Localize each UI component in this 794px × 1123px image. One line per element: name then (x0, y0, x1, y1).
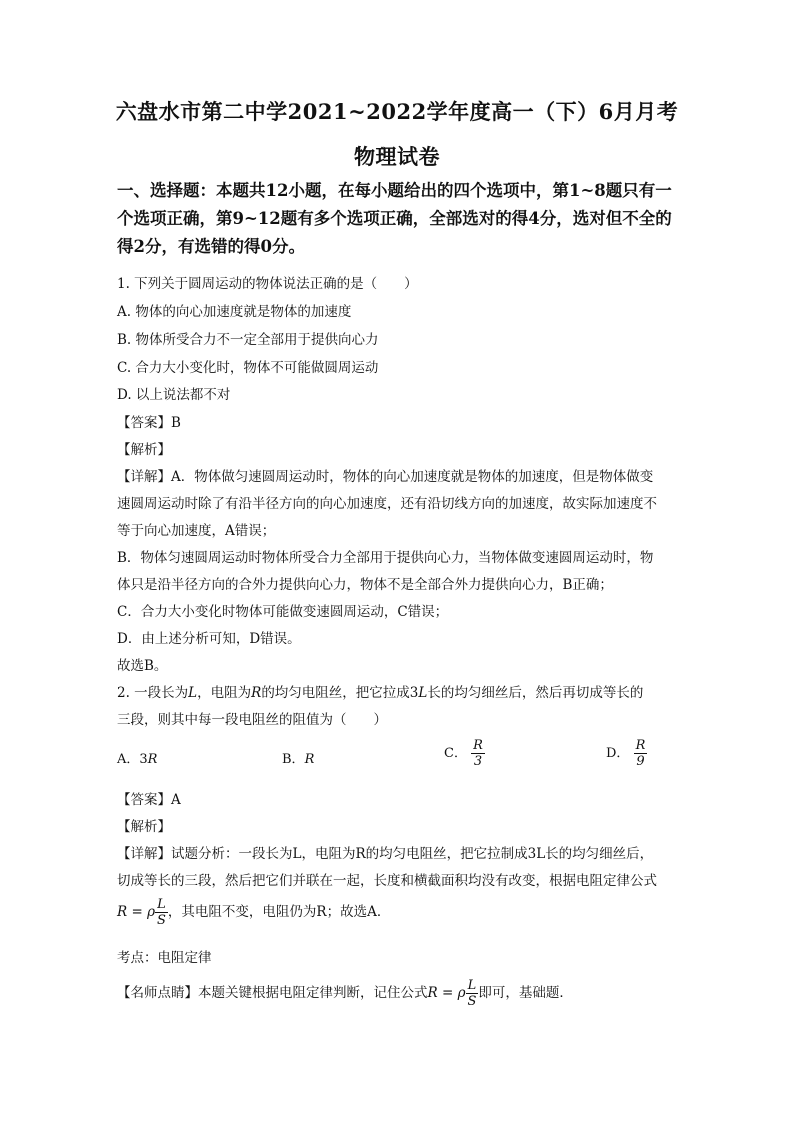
q2-option-label: D． (606, 746, 630, 761)
formula-fraction (466, 978, 479, 1009)
q2-answer: 【答案】A (117, 792, 181, 808)
q1-detail-line: B．物体匀速圆周运动时物体所受合力全部用于提供向心力，当物体做变速圆周运动时，物 (117, 550, 654, 566)
fraction-denominator: 3 (473, 754, 483, 769)
fraction (471, 738, 485, 769)
q1-conclusion: 故选B。 (117, 658, 168, 674)
formula-r: R (117, 904, 128, 920)
q2-symbol-r: R (147, 752, 158, 767)
exam-subtitle: 物理试卷 (354, 144, 440, 169)
q2-stem-line2: 三段，则其中每一段电阻丝的阻值为（ ） (117, 712, 387, 728)
q2-option-label: A．3 (117, 752, 148, 767)
q1-option-a: A. 物体的向心加速度就是物体的加速度 (117, 304, 352, 320)
section-heading: 一、选择题：本题共12小题，在每小题给出的四个选项中，第1~8题只有一个选项正确，第9~12题有多个选项正确，全部选对的得4分，选对但不全的得2分，有选错的得0分。 (117, 181, 672, 256)
q1-option-d: D. 以上说法都不对 (117, 387, 231, 403)
q2-symbol-l: L (188, 685, 198, 701)
q1-answer: 【答案】B (117, 415, 181, 431)
q2-stem-line1 (117, 681, 643, 701)
q2-detail-tail: ，其电阻不变，电阻仍为R；故选A． (167, 904, 391, 920)
q1-detail-line: C．合力大小变化时物体可能做变速圆周运动，C错误； (117, 604, 449, 620)
q2-kaodian: 考点：电阻定律 (117, 950, 212, 966)
q1-stem: 1. 下列关于圆周运动的物体说法正确的是（ ） (117, 276, 418, 292)
q1-detail-line: 体只是沿半径方向的合外力提供向心力，物体不是全部合外力提供向心力，B正确； (117, 577, 613, 593)
q1-detail-line: 【详解】A．物体做匀速圆周运动时，物体的向心加速度就是物体的加速度，但是物体做变 (117, 469, 654, 485)
q1-option-b: B. 物体所受合力不一定全部用于提供向心力 (117, 332, 379, 348)
q1-analysis-label: 【解析】 (117, 442, 171, 458)
formula-equals: = (127, 904, 148, 920)
q2-tip-text: 【名师点睛】本题关键根据电阻定律判断，记住公式 (117, 985, 428, 1001)
q2-symbol-r: R (251, 685, 262, 701)
formula-rho: ρ (457, 985, 466, 1001)
q2-stem-text: ，电阻为 (197, 685, 252, 701)
q1-detail-line: 速圆周运动时除了有沿半径方向的向心加速度，还有沿切线方向的加速度，故实际加速度不 (117, 496, 657, 512)
q2-option-b (282, 748, 314, 767)
fraction-numerator: L (466, 978, 479, 994)
formula-r: R (427, 985, 438, 1001)
q2-option-label: B． (282, 752, 305, 767)
fraction-numerator: L (155, 897, 168, 913)
q2-stem-text: 2. 一段长为 (117, 685, 189, 701)
q2-detail-line: 【详解】试题分析：一段长为L，电阻为R的均匀电阻丝，把它拉制成3L长的均匀细丝后， (117, 846, 654, 862)
exam-title: 六盘水市第二中学2021~2022学年度高一（下）6月月考 (115, 99, 679, 124)
q2-detail-line: 切成等长的三段，然后把它们并联在一起，长度和横截面积均没有改变，根据电阻定律公式 (117, 873, 657, 889)
q1-detail-line: 等于向心加速度，A错误； (117, 523, 276, 539)
fraction-numerator: R (473, 738, 483, 753)
q2-option-a (117, 748, 157, 767)
formula-rho: ρ (147, 904, 156, 920)
q2-analysis-label: 【解析】 (117, 819, 171, 835)
formula-fraction (155, 897, 168, 928)
q2-formula-line (117, 897, 390, 928)
q2-symbol-l: L (418, 685, 428, 701)
q2-option-d (606, 738, 647, 769)
q2-stem-text: 的均匀电阻丝，把它拉成3 (261, 685, 419, 701)
q2-tip-text: 即可，基础题． (478, 985, 573, 1001)
fraction (634, 738, 648, 769)
formula-equals: = (437, 985, 458, 1001)
q1-option-c: C. 合力大小变化时，物体不可能做圆周运动 (117, 360, 379, 376)
fraction-denominator: S (157, 913, 166, 928)
q2-stem-text: 长的均匀细丝后，然后再切成等长的 (427, 685, 644, 701)
fraction-denominator: 9 (636, 754, 645, 769)
fraction-numerator: R (635, 738, 646, 753)
q2-option-c (444, 738, 485, 769)
q2-symbol-r: R (304, 752, 315, 767)
q2-option-label: C． (444, 746, 467, 761)
q1-detail-line: D．由上述分析可知，D错误。 (117, 631, 301, 647)
fraction-denominator: S (467, 994, 477, 1009)
q2-tip (117, 978, 573, 1009)
